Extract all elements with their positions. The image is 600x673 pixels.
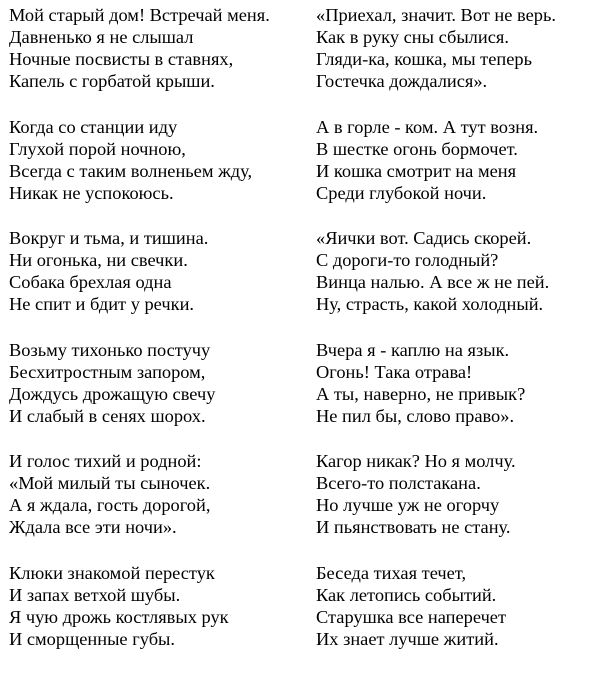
stanza — [9, 116, 311, 204]
poem-line: Капель с горбатой крыши. — [9, 71, 215, 91]
poem-line: Старушка все наперечет — [316, 606, 507, 627]
poem-line: «Яички вот. Садись скорей. — [316, 228, 532, 248]
poem-line: Глухой порой ночною, — [9, 138, 186, 159]
poem-line: Их знает лучше житий. — [316, 628, 499, 649]
poem-line: Я чую дрожь костлявых рук — [9, 606, 229, 627]
poem-line: А я ждала, гость дорогой, — [9, 495, 211, 515]
poem-line: Кагор никак? Но я молчу. — [316, 451, 516, 471]
poem-line: Всегда с таким волненьем жду, — [9, 160, 253, 181]
poem-line: И слабый в сенях шорох. — [9, 405, 206, 426]
poem-line: Беседа тихая течет, — [316, 562, 467, 583]
poem-line: Дождусь дрожащую свечу — [9, 383, 216, 404]
stanza — [9, 4, 311, 92]
stanza — [9, 450, 311, 538]
poem-line: И голос тихий и родной: — [9, 451, 202, 471]
right-column — [316, 4, 598, 673]
poem-line: Гляди-ка, кошка, мы теперь — [316, 49, 532, 69]
poem-line: Вчера я - каплю на язык. — [316, 339, 510, 360]
stanza — [316, 339, 598, 427]
poem-line: Ну, страсть, какой холодный. — [316, 294, 544, 314]
stanza — [9, 339, 311, 427]
poem-line: Но лучше уж не огорчу — [316, 495, 500, 515]
stanza — [316, 4, 598, 92]
poem-line: Собака брехлая одна — [9, 272, 172, 292]
poem-line: Не пил бы, слово право». — [316, 405, 515, 426]
poem-line: Клюки знакомой перестук — [9, 562, 215, 583]
poem-line: Ночные посвисты в ставнях, — [9, 49, 234, 69]
poem-line: В шестке огонь бормочет. — [316, 138, 518, 159]
stanza — [316, 116, 598, 204]
poem-line: Бесхитростным запором, — [9, 361, 206, 382]
poem-line: Ни огонька, ни свечки. — [9, 250, 188, 270]
poem-line: Возьму тихонько постучу — [9, 339, 211, 360]
poem-line: И запах ветхой шубы. — [9, 584, 181, 605]
poem-line: Как в руку сны сбылися. — [316, 27, 509, 47]
poem-line: «Приехал, значит. Вот не верь. — [316, 5, 556, 25]
stanza — [9, 562, 311, 650]
poem-line: Ждала все эти ночи». — [9, 517, 177, 537]
poem-line: И пьянствовать не стану. — [316, 517, 511, 537]
poem-text — [0, 4, 600, 651]
left-column — [9, 4, 311, 673]
poem-line: Среди глубокой ночи. — [316, 182, 487, 203]
poem-line: Мой старый дом! Встречай меня. — [9, 5, 270, 25]
poem-line: А в горле - ком. А тут возня. — [316, 116, 539, 137]
poem-line: И сморщенные губы. — [9, 628, 176, 649]
poem-line: Никак не успокоюсь. — [9, 182, 174, 203]
poem-line: Не спит и бдит у речки. — [9, 294, 195, 314]
poem-line: Как летопись событий. — [316, 584, 497, 605]
stanza — [316, 562, 598, 650]
stanza — [9, 227, 311, 315]
poem-line: Огонь! Така отрава! — [316, 361, 473, 382]
poem-line: Вокруг и тьма, и тишина. — [9, 228, 209, 248]
poem-line: Гостечка дождалися». — [316, 71, 488, 91]
poem-line: Когда со станции иду — [9, 116, 178, 137]
poem-line: Винца налью. А все ж не пей. — [316, 272, 550, 292]
poem-line: Всего-то полстакана. — [316, 473, 481, 493]
poem-line: И кошка смотрит на меня — [316, 160, 517, 181]
stanza — [316, 450, 598, 538]
poem-line: «Мой милый ты сыночек. — [9, 473, 211, 493]
poem-line: А ты, наверно, не привык? — [316, 383, 526, 404]
stanza — [316, 227, 598, 315]
poem-line: Давненько я не слышал — [9, 27, 194, 47]
poem-line: С дороги-то голодный? — [316, 250, 499, 270]
